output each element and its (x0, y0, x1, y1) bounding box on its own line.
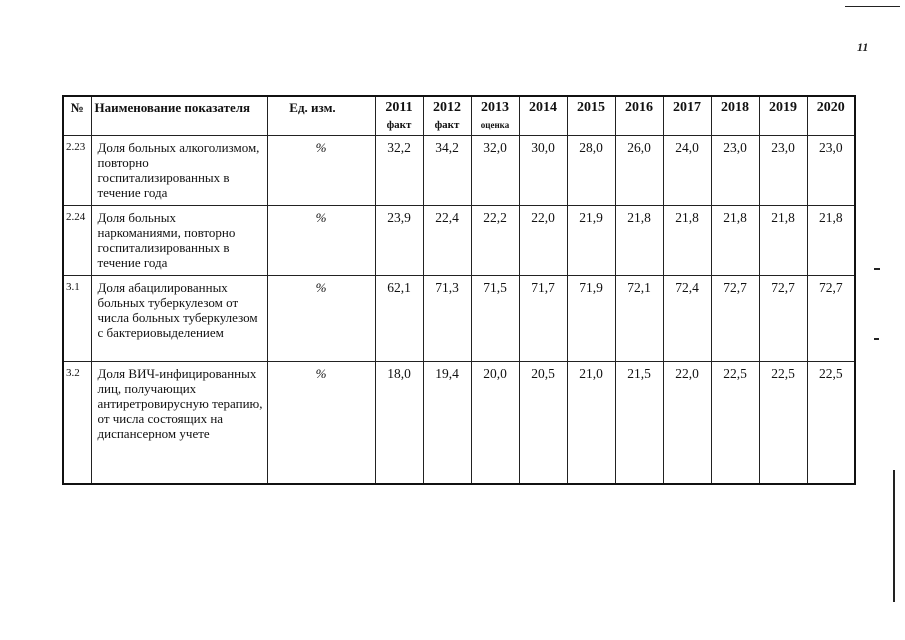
value-cell: 23,9 (375, 206, 423, 276)
indicator-name: Доля ВИЧ-инфицированных лиц, получающих антиретровирусную терапию, от числа состоящих на диспансерном учете (91, 362, 267, 484)
row-number: 3.1 (63, 276, 91, 362)
scan-mark-2 (874, 338, 879, 340)
value-cell: 23,0 (759, 136, 807, 206)
header-year-label: 2011 (385, 100, 413, 115)
header-year-label: 2014 (529, 100, 557, 115)
header-year-5 (615, 96, 663, 136)
value-cell: 30,0 (519, 136, 567, 206)
value-cell: 71,5 (471, 276, 519, 362)
value-cell: 26,0 (615, 136, 663, 206)
row-number: 2.24 (63, 206, 91, 276)
indicator-name: Доля абацилированных больных туберкулезом от числа больных туберкулезом с бактериовыделением (91, 276, 267, 362)
header-year-sub: факт (386, 119, 412, 131)
value-cell: 21,8 (759, 206, 807, 276)
value-cell: 32,2 (375, 136, 423, 206)
header-year-sub: факт (434, 119, 460, 131)
header-year-0 (375, 96, 423, 136)
indicator-name: Доля больных наркоманиями, повторно госпитализированных в течение года (91, 206, 267, 276)
scan-line-right (893, 470, 895, 602)
value-cell: 22,4 (423, 206, 471, 276)
table-row (63, 136, 855, 206)
value-cell: 22,5 (807, 362, 855, 484)
value-cell: 19,4 (423, 362, 471, 484)
value-cell: 21,9 (567, 206, 615, 276)
value-cell: 24,0 (663, 136, 711, 206)
header-year-label: 2012 (433, 100, 461, 115)
header-year-1 (423, 96, 471, 136)
header-year-label: 2017 (673, 100, 701, 115)
unit-cell: % (267, 136, 375, 206)
table-row (63, 276, 855, 362)
value-cell: 22,2 (471, 206, 519, 276)
scan-line-top (845, 6, 900, 7)
value-cell: 21,8 (807, 206, 855, 276)
header-year-label: 2020 (816, 100, 845, 115)
unit-cell: % (267, 206, 375, 276)
header-year-2 (471, 96, 519, 136)
value-cell: 72,4 (663, 276, 711, 362)
value-cell: 21,8 (663, 206, 711, 276)
table-body (63, 136, 855, 484)
value-cell: 71,3 (423, 276, 471, 362)
table-header-row (63, 96, 855, 136)
value-cell: 72,7 (759, 276, 807, 362)
value-cell: 71,9 (567, 276, 615, 362)
header-year-sub: оценка (480, 120, 510, 130)
header-year-label: 2013 (481, 100, 509, 115)
value-cell: 72,7 (807, 276, 855, 362)
header-name: Наименование показателя (91, 96, 267, 136)
value-cell: 34,2 (423, 136, 471, 206)
page-number: 11 (857, 40, 869, 54)
table-row (63, 206, 855, 276)
scan-mark-1 (874, 268, 880, 270)
value-cell: 22,0 (519, 206, 567, 276)
header-year-label: 2019 (769, 100, 797, 115)
header-year-label: 2015 (577, 100, 605, 115)
header-unit: Ед. изм. (267, 96, 375, 136)
value-cell: 20,5 (519, 362, 567, 484)
row-number: 3.2 (63, 362, 91, 484)
header-year-3 (519, 96, 567, 136)
header-num: № (63, 96, 91, 136)
value-cell: 21,8 (711, 206, 759, 276)
row-number: 2.23 (63, 136, 91, 206)
header-year-9 (807, 96, 855, 136)
indicator-name: Доля больных алкоголизмом, повторно госпитализированных в течение года (91, 136, 267, 206)
value-cell: 22,5 (759, 362, 807, 484)
value-cell: 72,1 (615, 276, 663, 362)
value-cell: 23,0 (711, 136, 759, 206)
value-cell: 71,7 (519, 276, 567, 362)
header-year-4 (567, 96, 615, 136)
value-cell: 32,0 (471, 136, 519, 206)
header-year-7 (711, 96, 759, 136)
value-cell: 23,0 (807, 136, 855, 206)
value-cell: 18,0 (375, 362, 423, 484)
header-year-label: 2016 (625, 100, 653, 115)
value-cell: 22,0 (663, 362, 711, 484)
header-year-8 (759, 96, 807, 136)
value-cell: 20,0 (471, 362, 519, 484)
indicators-table (62, 95, 856, 485)
value-cell: 21,8 (615, 206, 663, 276)
value-cell: 21,5 (615, 362, 663, 484)
header-year-6 (663, 96, 711, 136)
value-cell: 62,1 (375, 276, 423, 362)
value-cell: 22,5 (711, 362, 759, 484)
unit-cell: % (267, 362, 375, 484)
header-year-label: 2018 (721, 100, 749, 115)
value-cell: 72,7 (711, 276, 759, 362)
table-row (63, 362, 855, 484)
value-cell: 21,0 (567, 362, 615, 484)
value-cell: 28,0 (567, 136, 615, 206)
unit-cell: % (267, 276, 375, 362)
